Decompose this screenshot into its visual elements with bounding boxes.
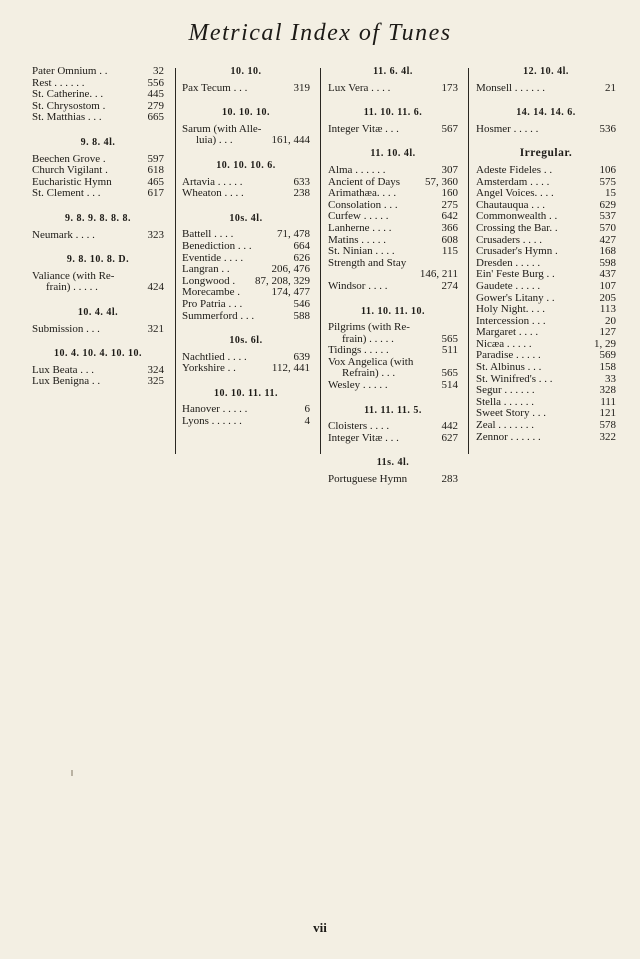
tune-name: Sarum (with Alle- (182, 123, 262, 135)
index-section (32, 213, 164, 241)
tune-page-number: 32 (153, 65, 164, 77)
tune-page-number: 664 (293, 239, 310, 252)
meter-heading: 11. 10. 11. 10. (361, 305, 425, 317)
tune-page-number: 20 (605, 314, 616, 327)
tune-entry (476, 339, 616, 351)
tune-page-number: 642 (441, 210, 458, 223)
tune-name: St. Matthias . . . (32, 112, 102, 124)
tune-page-number: 556 (147, 76, 164, 89)
tune-entry (328, 211, 458, 223)
tune-page-number: 205 (599, 291, 616, 304)
tune-name: Tidings . . . . . (328, 345, 389, 357)
tune-page-number: 146, 211 (419, 268, 458, 281)
tune-entry (476, 124, 616, 136)
tune-entry (328, 188, 458, 200)
meter-heading: 10s. 4l. (229, 212, 263, 224)
tune-name: Rest . . . . . . (32, 77, 85, 89)
tune-page-number: 537 (599, 210, 616, 223)
tune-name: St. Ninian . . . . (328, 246, 395, 258)
tune-entry (182, 299, 310, 311)
tune-entry (328, 421, 458, 433)
tune-name: Lux Beata . . . (32, 364, 95, 376)
tune-entry (328, 281, 458, 293)
tune-entry (328, 235, 458, 247)
meter-heading: 10. 10. 11. 11. (214, 387, 278, 399)
tune-name: Wheaton . . . . (182, 188, 244, 200)
tune-entry (182, 188, 310, 200)
tune-name: St. Winifred's . . . (476, 373, 553, 385)
tune-name: Submission . . . (32, 323, 100, 335)
tune-page-number: 627 (441, 431, 458, 444)
tune-name: Nachtlied . . . . (182, 351, 247, 363)
tune-page-number: 633 (293, 175, 310, 188)
tune-page-number: 465 (147, 175, 164, 188)
tune-entry (182, 416, 310, 428)
tune-page-number: 588 (293, 309, 310, 322)
meter-heading: 14. 14. 14. 6. (516, 107, 576, 119)
tune-name: Nicæa . . . . . (476, 338, 532, 350)
tune-name: Portuguese Hymn (328, 474, 408, 486)
tune-entry (328, 223, 458, 235)
tune-name: St. Clement . . . (32, 188, 101, 200)
tune-name: Summerford . . . (182, 310, 255, 322)
tune-name: Sweet Story . . . (476, 408, 546, 420)
tune-name: Benediction . . . (182, 240, 252, 252)
index-section (476, 148, 616, 443)
index-section (182, 160, 310, 200)
index-section (32, 137, 164, 200)
tune-entry (32, 188, 164, 200)
tune-entry (328, 345, 458, 357)
tune-name: Battell . . . . (182, 229, 234, 241)
tune-page-number: 106 (599, 163, 616, 176)
tune-page-number: 322 (599, 430, 616, 443)
tune-page-number: 279 (147, 99, 164, 112)
tune-page-number: 617 (147, 187, 164, 200)
tune-name: Crossing the Bar. . (476, 222, 558, 234)
tune-name: Angel Voices. . . . (476, 188, 554, 200)
meter-heading: 10. 4. 10. 4. 10. 10. (54, 348, 142, 360)
tune-page-number: 115 (441, 245, 458, 258)
tune-entry (476, 177, 616, 189)
tune-entry (476, 408, 616, 420)
tune-name: Zeal . . . . . . . (476, 420, 535, 432)
index-section (182, 388, 310, 428)
tune-entry (182, 241, 310, 253)
column-divider (468, 68, 469, 454)
tune-name: Strength and Stay (328, 257, 407, 269)
tune-name: Eventide . . . . (182, 252, 244, 264)
tune-page-number: 567 (441, 122, 458, 135)
tune-name: Valiance (with Re- (32, 270, 115, 282)
tune-name: St. Chrysostom . (32, 100, 106, 112)
meter-heading: 10. 10. (230, 66, 262, 77)
tune-page-number: 598 (599, 256, 616, 269)
tune-name: Gaudete . . . . . (476, 280, 541, 292)
tune-page-number: 15 (605, 187, 616, 200)
index-column-2 (182, 66, 310, 441)
tune-name: Arimathæa. . . . (328, 188, 397, 200)
meter-heading: Irregular. (519, 147, 573, 160)
tune-page-number: 565 (441, 367, 458, 380)
tune-entry (476, 235, 616, 247)
tune-entry (32, 112, 164, 124)
tune-name: Gower's Litany . . (476, 292, 555, 304)
tune-entry (476, 432, 616, 444)
tune-page-number: 427 (599, 233, 616, 246)
tune-name: frain) . . . . . (46, 282, 98, 294)
tune-page-number: 325 (147, 375, 164, 388)
tune-entry (476, 269, 616, 281)
tune-page-number: 71, 478 (277, 228, 310, 241)
tune-entry (328, 83, 458, 95)
tune-page-number: 665 (147, 111, 164, 124)
tune-page-number: 1, 29 (594, 337, 616, 350)
tune-entry (32, 324, 164, 336)
meter-heading: 11. 11. 11. 5. (364, 404, 422, 416)
meter-heading: 10. 4. 4l. (77, 306, 119, 318)
tune-entry (182, 264, 310, 276)
tune-name: Crusader's Hymn . (476, 246, 558, 258)
meter-heading: 11. 10. 11. 6. (363, 107, 423, 119)
tune-name: Beechen Grove . (32, 153, 106, 165)
tune-page-number: 57, 360 (425, 175, 458, 188)
tune-page-number: 238 (293, 187, 310, 200)
tune-name: Langran . . (182, 264, 230, 276)
tune-name: Segur . . . . . . (476, 385, 535, 397)
tune-page-number: 570 (599, 221, 616, 234)
tune-entry (476, 281, 616, 293)
tune-entry (476, 293, 616, 305)
tune-entry (182, 135, 310, 147)
tune-entry (476, 200, 616, 212)
index-column-1 (32, 66, 164, 401)
tune-page-number: 112, 441 (271, 362, 310, 375)
tune-page-number: 424 (147, 281, 164, 294)
tune-name: Chautauqua . . . (476, 199, 546, 211)
tune-name: Hosmer . . . . . (476, 123, 539, 135)
tune-page-number: 87, 208, 329 (255, 274, 310, 287)
tune-entry (182, 83, 310, 95)
index-section (328, 306, 458, 392)
tune-page-number: 575 (599, 175, 616, 188)
index-section (182, 335, 310, 375)
tune-entry (328, 380, 458, 392)
meter-heading: 9. 8. 10. 8. D. (66, 254, 130, 266)
tune-entry (32, 271, 164, 283)
tune-entry (476, 362, 616, 374)
tune-entry (476, 211, 616, 223)
tune-entry (328, 474, 458, 486)
tune-entry (328, 368, 458, 380)
tune-name: Lanherne . . . . (328, 222, 392, 234)
tune-page-number: 608 (441, 233, 458, 246)
meter-heading: 11. 6. 4l. (373, 66, 413, 77)
tune-name: Ancient of Days (328, 176, 401, 188)
tune-entry (328, 124, 458, 136)
tune-entry (182, 229, 310, 241)
tune-page-number: 160 (441, 187, 458, 200)
tune-page-number: 33 (605, 372, 616, 385)
tune-entry (328, 200, 458, 212)
tune-name: Morecambe . (182, 287, 241, 299)
column-divider (175, 68, 176, 454)
tune-entry (328, 269, 458, 281)
tune-entry (328, 177, 458, 189)
index-section (328, 107, 458, 135)
tune-entry (182, 287, 310, 299)
tune-page-number: 158 (599, 361, 616, 374)
tune-entry (32, 89, 164, 101)
tune-entry (476, 350, 616, 362)
tune-name: Matins . . . . . (328, 234, 387, 246)
tune-page-number: 6 (304, 403, 310, 416)
tune-page-number: 274 (441, 279, 458, 292)
tune-name: Stella . . . . . . (476, 396, 535, 408)
tune-page-number: 597 (147, 152, 164, 165)
tune-entry (32, 78, 164, 90)
meter-heading: 12. 10. 4l. (523, 66, 569, 77)
tune-page-number: 445 (147, 88, 164, 101)
tune-page-number: 107 (599, 279, 616, 292)
tune-page-number: 21 (605, 81, 616, 94)
tune-entry (32, 165, 164, 177)
index-section (182, 107, 310, 147)
tune-entry (32, 376, 164, 388)
index-section (32, 254, 164, 294)
index-section (182, 213, 310, 322)
tune-name: Integer Vitæ . . . (328, 432, 399, 444)
index-section (328, 66, 458, 94)
tune-page-number: 323 (147, 228, 164, 241)
tune-page-number: 206, 476 (271, 263, 310, 276)
tune-page-number: 511 (441, 344, 458, 357)
tune-name: Eucharistic Hymn (32, 176, 112, 188)
tune-name: Pater Omnium . . (32, 66, 108, 77)
tune-page-number: 127 (599, 326, 616, 339)
tune-entry (476, 385, 616, 397)
index-section (32, 348, 164, 388)
tune-name: Refrain) . . . (342, 368, 396, 380)
tune-name: Dresden . . . . . (476, 257, 541, 269)
tune-name: Alma . . . . . . (328, 164, 386, 176)
tune-name: Pro Patria . . . (182, 298, 243, 310)
tune-entry (328, 246, 458, 258)
index-section (328, 457, 458, 485)
tune-page-number: 442 (441, 420, 458, 433)
tune-entry (476, 397, 616, 409)
tune-name: Cloisters . . . . (328, 421, 390, 433)
tune-entry (328, 322, 458, 334)
tune-name: Pax Tecum . . . (182, 82, 248, 94)
meter-heading: 9. 8. 4l. (80, 136, 116, 148)
tune-page-number: 168 (599, 245, 616, 258)
tune-name: Curfew . . . . . (328, 211, 389, 223)
tune-name: Vox Angelica (with (328, 356, 414, 368)
tune-page-number (455, 322, 458, 334)
tune-entry (32, 101, 164, 113)
tune-entry (32, 282, 164, 294)
tune-page-number: 111 (600, 395, 616, 408)
tune-name: Hanover . . . . . (182, 404, 248, 416)
index-column-4 (476, 66, 616, 456)
tune-entry (32, 154, 164, 166)
tune-entry (476, 246, 616, 258)
tune-page-number: 4 (304, 415, 310, 428)
tune-page-number: 307 (441, 163, 458, 176)
tune-page-number: 283 (441, 473, 458, 486)
tune-name: Commonwealth . . (476, 211, 558, 223)
index-column-3 (328, 66, 458, 499)
tune-name: Monsell . . . . . . (476, 82, 546, 94)
tune-name: Adeste Fideles . . (476, 164, 553, 176)
tune-name: Margaret . . . . (476, 327, 539, 339)
tune-name: Zennor . . . . . . (476, 431, 541, 443)
tune-entry (476, 374, 616, 386)
page-title: Metrical Index of Tunes (188, 20, 452, 46)
tune-name: Yorkshire . . (182, 363, 236, 375)
tune-name: Pilgrims (with Re- (328, 322, 410, 334)
tune-name: Longwood . (182, 275, 236, 287)
tune-name: Crusaders . . . . (476, 234, 542, 246)
tune-name: St. Albinus . . . (476, 362, 542, 374)
tune-name: Lux Benigna . . (32, 376, 101, 388)
tune-page-number: 578 (599, 419, 616, 432)
tune-entry (476, 304, 616, 316)
tune-page-number: 536 (599, 122, 616, 135)
tune-name: Neumark . . . . (32, 229, 95, 241)
tune-entry (182, 363, 310, 375)
tune-page-number: 546 (293, 297, 310, 310)
tune-entry (32, 230, 164, 242)
tune-entry (476, 83, 616, 95)
tune-page-number: 113 (599, 303, 616, 316)
tune-page-number: 514 (441, 379, 458, 392)
tune-entry (476, 420, 616, 432)
meter-heading: 10. 10. 10. 6. (216, 159, 276, 171)
tune-page-number: 324 (147, 363, 164, 376)
tune-page-number: 437 (599, 268, 616, 281)
index-columns (32, 65, 616, 486)
tune-name (328, 269, 417, 281)
tune-entry (476, 258, 616, 270)
tune-name: Intercession . . . (476, 315, 546, 327)
tune-entry (182, 404, 310, 416)
tune-page-number: 626 (293, 251, 310, 264)
tune-entry (328, 433, 458, 445)
tune-entry (328, 334, 458, 346)
tune-page-number: 366 (441, 221, 458, 234)
tune-name: Church Vigilant . (32, 165, 108, 177)
tune-entry (182, 311, 310, 323)
tune-entry (476, 223, 616, 235)
index-section (328, 148, 458, 292)
meter-heading: 11. 10. 4l. (370, 148, 416, 160)
tune-entry (328, 357, 458, 369)
tune-page-number: 565 (441, 332, 458, 345)
index-section (32, 307, 164, 335)
tune-entry (476, 165, 616, 177)
column-divider (320, 68, 321, 454)
tune-entry (182, 177, 310, 189)
page-number: vii (313, 920, 327, 935)
tune-entry (32, 365, 164, 377)
tune-name: frain) . . . . . (342, 333, 394, 345)
meter-heading: 10. 10. 10. (222, 107, 270, 119)
index-section (32, 66, 164, 124)
index-section (182, 66, 310, 94)
index-section (476, 66, 616, 94)
tune-name: Ein' Feste Burg . . (476, 269, 555, 281)
tune-name: Wesley . . . . . (328, 380, 388, 392)
tune-page-number: 321 (147, 322, 164, 335)
tune-page-number: 173 (441, 81, 458, 94)
tune-name: Lux Vera . . . . (328, 82, 391, 94)
tune-name: Artavia . . . . . (182, 176, 243, 188)
tune-name: Integer Vitæ . . . (328, 123, 399, 135)
tune-name: St. Catherine. . . (32, 89, 104, 101)
tune-entry (32, 66, 164, 78)
tune-page-number: 161, 444 (271, 134, 310, 147)
tune-page-number: 618 (147, 164, 164, 177)
index-section (328, 405, 458, 445)
tune-page-number: 121 (599, 407, 616, 420)
tune-entry (32, 177, 164, 189)
meter-heading: 10s. 6l. (229, 335, 263, 347)
tune-page-number: 275 (441, 198, 458, 211)
tune-entry (328, 165, 458, 177)
meter-heading: 9. 8. 9. 8. 8. 8. (65, 212, 131, 224)
tune-name: Amsterdam . . . . (476, 176, 550, 188)
tune-page-number: 629 (599, 198, 616, 211)
tune-name: Lyons . . . . . . (182, 416, 242, 428)
tune-entry (476, 316, 616, 328)
tune-page-number: 639 (293, 350, 310, 363)
tune-entry (476, 188, 616, 200)
tune-name: Paradise . . . . . (476, 350, 541, 362)
tune-page-number: 319 (293, 81, 310, 94)
tune-page-number: 569 (599, 349, 616, 362)
tune-page-number: 328 (599, 384, 616, 397)
tune-name: luia) . . . (196, 135, 233, 147)
tune-name: Windsor . . . . (328, 280, 388, 292)
index-section (476, 107, 616, 135)
paper-speck (71, 770, 73, 776)
tune-name: Consolation . . . (328, 199, 398, 211)
tune-page-number: 174, 477 (271, 286, 310, 299)
tune-name: Holy Night. . . . (476, 304, 546, 316)
meter-heading: 11s. 4l. (376, 457, 410, 469)
